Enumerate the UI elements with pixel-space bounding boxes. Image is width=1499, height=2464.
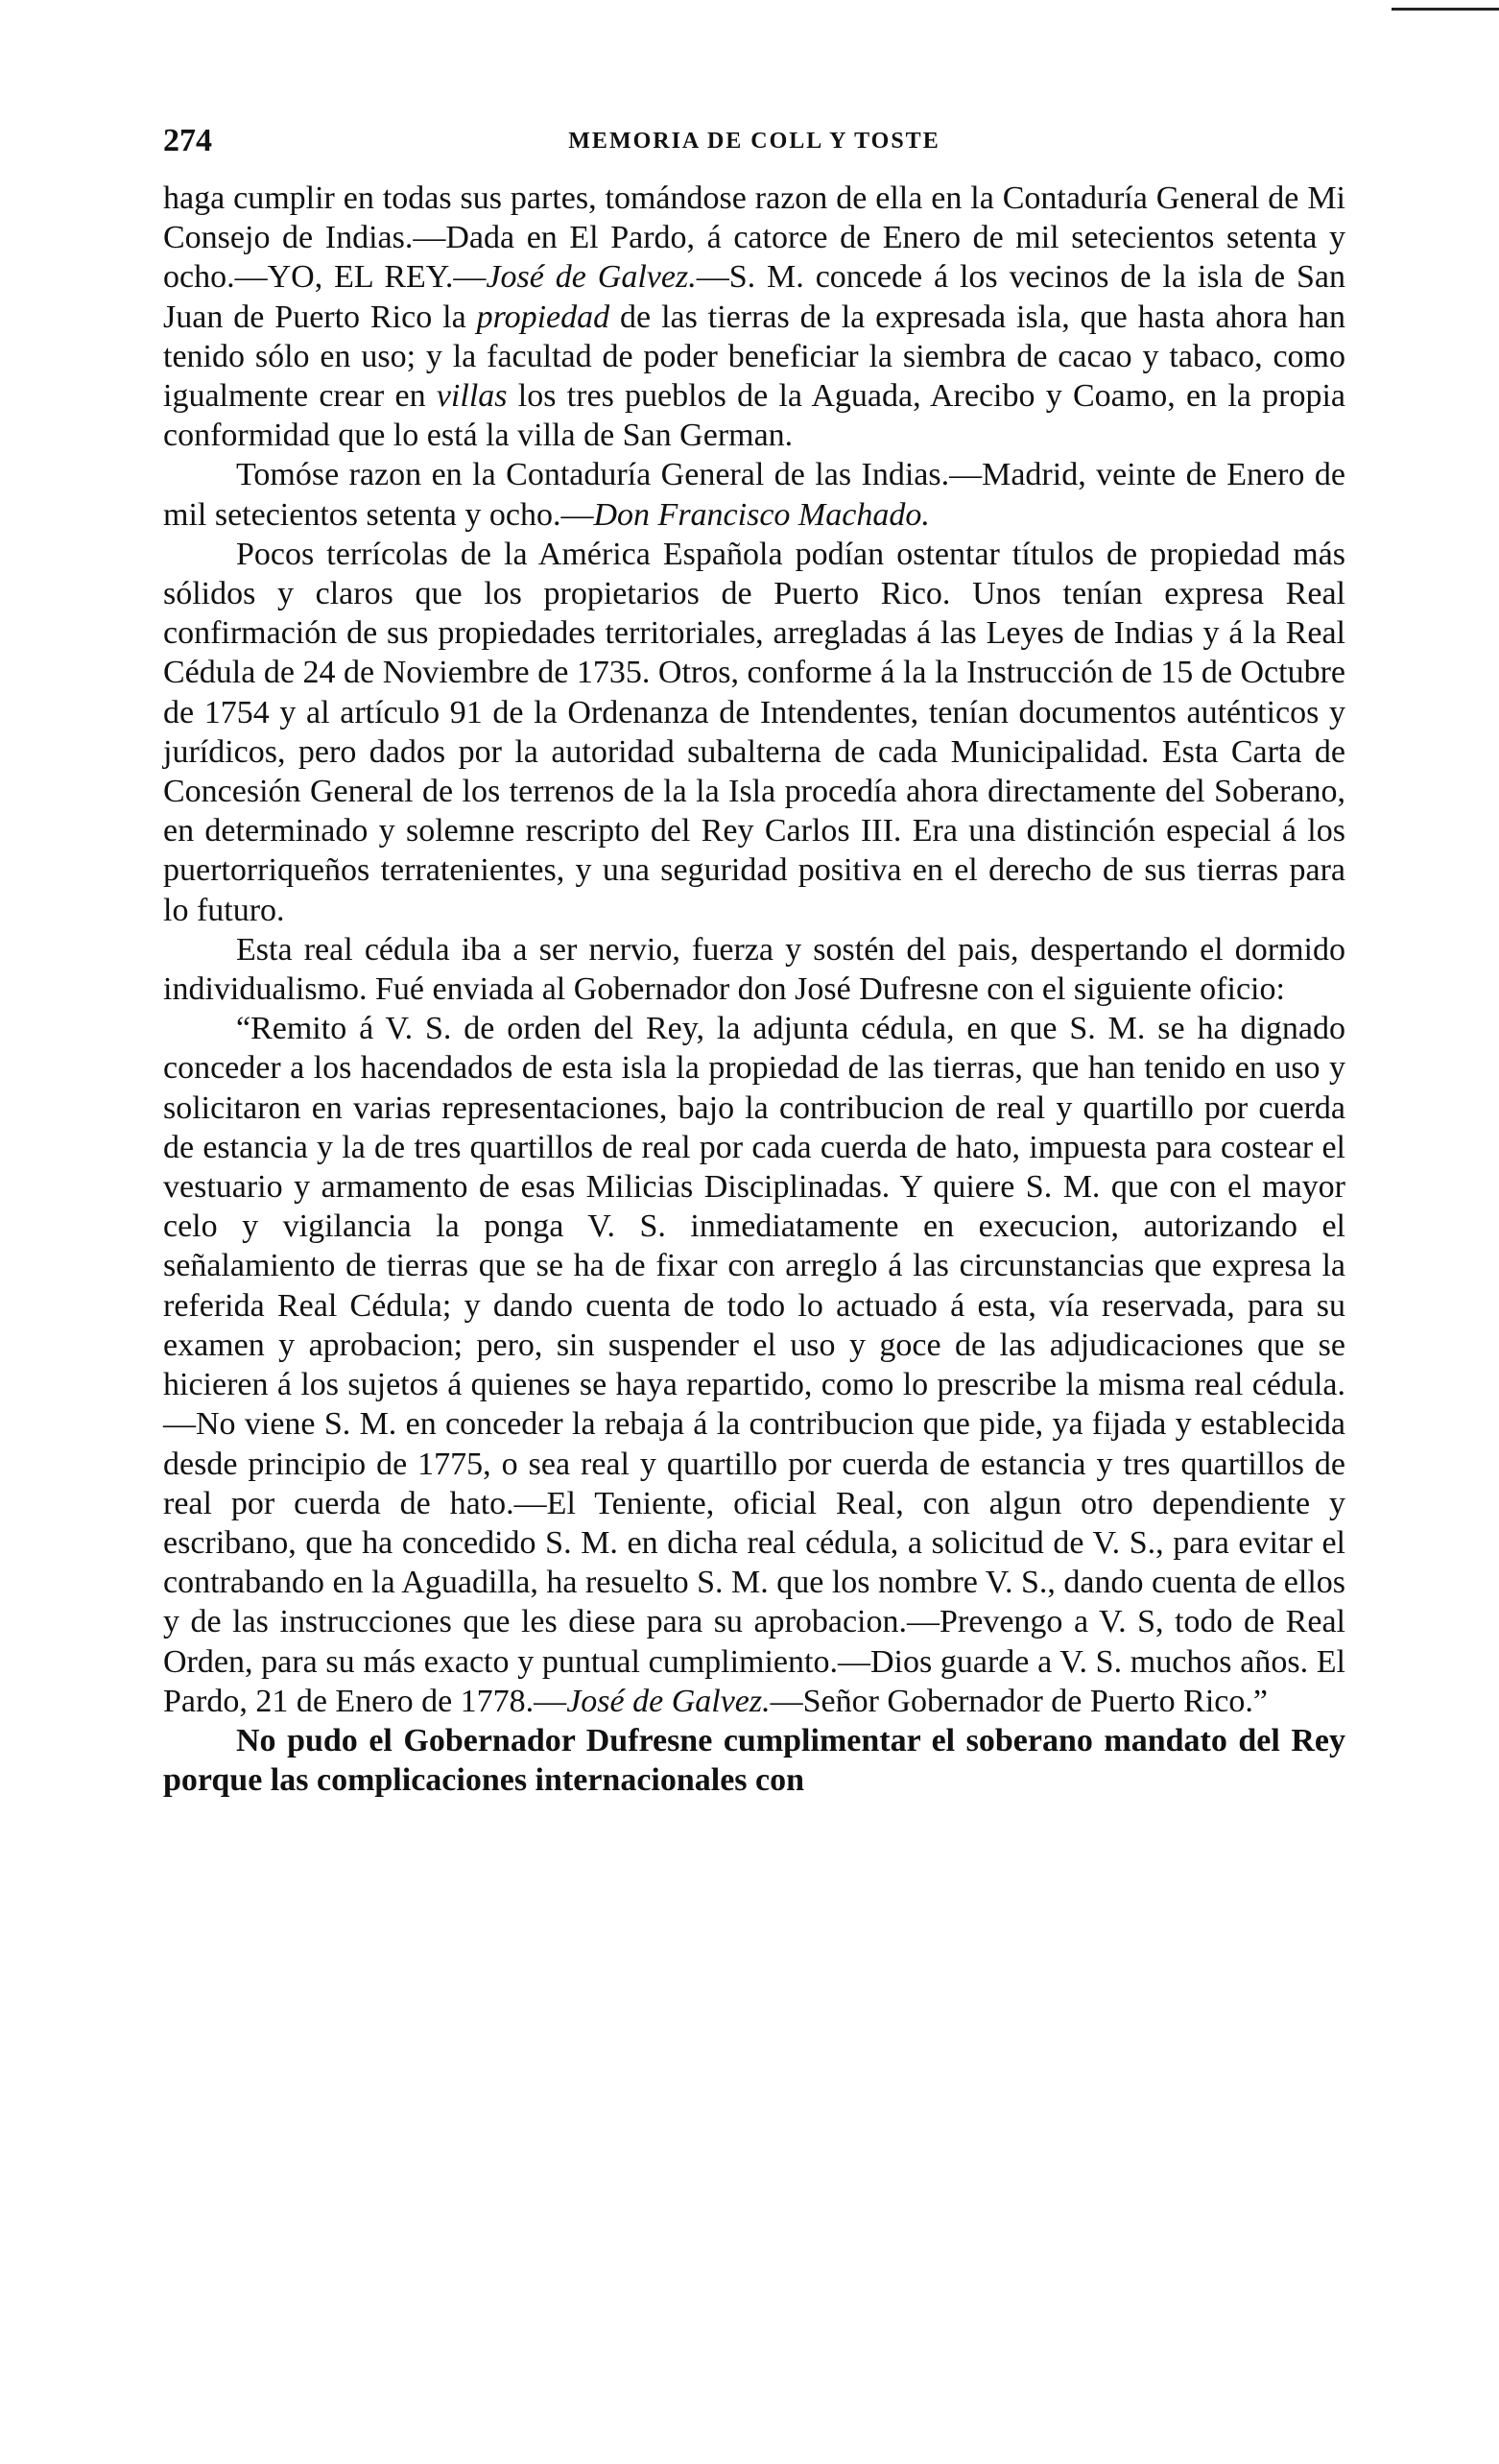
paragraph-final: No pudo el Gobernador Dufresne cumplimentar el soberano mandato del Rey porque las complicaciones internacionales con [163, 1722, 1345, 1799]
emphasis-propiedad: propiedad [476, 299, 610, 335]
decree-text: haga cumplir en todas sus partes, tomándose razon de ella en la Contaduría General de Mi Consejo de Indias.—Dada en El Pardo, á catorce de Enero de mil setecientos setenta y ocho.—YO, EL REY.— [163, 180, 1345, 296]
paragraph-registration [163, 455, 1345, 534]
paragraph-decree [163, 179, 1345, 455]
top-rule [1392, 8, 1499, 11]
paragraph-introduction: Esta real cédula iba a ser nervio, fuerza y sostén del pais, despertando el dormido individualismo. Fué enviada al Gobernador don José Dufresne con el siguiente oficio: [163, 931, 1345, 1008]
paragraph-letter [163, 1009, 1345, 1721]
decree-text: de las tierras de la expresada isla, que hasta ahora han tenido sólo en uso; y la facultad de poder beneficiar la siembra de cacao y tabaco, como igualmente crear en [163, 299, 1345, 415]
body-text [163, 179, 1345, 1800]
emphasis-villas: villas [436, 378, 508, 415]
signature-machado: Don Francisco Machado. [593, 496, 930, 533]
paragraph-commentary: Pocos terrícolas de la América Española podían ostentar títulos de propiedad más sólidos y claros que los propietarios de Puerto Rico. Unos tenían expresa Real confirmación de sus propiedades territoriales, arregladas á las Leyes de Indias y á la Real Cédula de 24 de Noviembre de 1735. Otros, conforme á la la Instrucción de 15 de Octubre de 1754 y al artículo 91 de la Ordenanza de Intendentes, tenían documentos auténticos y jurídicos, pero dados por la autoridad subalterna de cada Municipalidad. Esta Carta de Concesión General de los terrenos de la la Isla procedía ahora directamente del Soberano, en determinado y solemne rescripto del Rey Carlos III. Era una distinción especial á los puertorriqueños terratenientes, y una seguridad positiva en el derecho de sus tierras para lo futuro. [163, 536, 1345, 928]
page-number: 274 [163, 123, 212, 158]
page-header [163, 123, 1345, 161]
signature-galvez: José de Galvez. [566, 1683, 771, 1719]
running-title: MEMORIA DE COLL Y TOSTE [568, 129, 940, 154]
registration-text: Tomóse razon en la Contaduría General de las Indias.—Madrid, veinte de Enero de mil setecientos setenta y ocho.— [163, 457, 1345, 533]
letter-closing: —Señor Gobernador de Puerto Rico.” [770, 1683, 1268, 1719]
signature-galvez: José de Galvez. [486, 259, 697, 296]
decree-text: —S. M. concede á los vecinos de la isla de San Juan de Puerto Rico la [163, 259, 1345, 335]
decree-text: los tres pueblos de la Aguada, Arecibo y Coamo, en la propia conformidad que lo está la villa de San German. [163, 378, 1345, 454]
letter-text: “Remito á V. S. de orden del Rey, la adjunta cédula, en que S. M. se ha dignado conceder a los hacendados de esta isla la propiedad de las tierras, que han tenido en uso y solicitaron en varias representaciones, bajo la contribucion de real y quartillo por cuerda de estancia y la de tres quartillos de real por cada cuerda de hato, impuesta para costear el vestuario y armamento de esas Milicias Disciplinadas. Y quiere S. M. que con el mayor celo y vigilancia la ponga V. S. inmediatamente en execucion, autorizando el señalamiento de tierras que se ha de fixar con arreglo á las circunstancias que expresa la referida Real Cédula; y dando cuenta de todo lo actuado á esta, vía reservada, para su examen y aprobacion; pero, sin suspender el uso y goce de las adjudicaciones que se hicieren á los sujetos á quienes se haya repartido, como lo prescribe la misma real cédula.—No viene S. M. en conceder la rebaja á la contribucion que pide, ya fijada y establecida desde principio de 1775, o sea real y quartillo por cuerda de estancia y tres quartillos de real por cuerda de hato.—El Teniente, oficial Real, con algun otro dependiente y escribano, que ha concedido S. M. en dicha real cédula, a solicitud de V. S., para evitar el contrabando en la Aguadilla, ha resuelto S. M. que los nombre V. S., dando cuenta de ellos y de las instrucciones que les diese para su aprobacion.—Prevengo a V. S, todo de Real Orden, para su más exacto y puntual cumplimiento.—Dios guarde a V. S. muchos años. El Pardo, 21 de Enero de 1778.— [163, 1011, 1345, 1719]
